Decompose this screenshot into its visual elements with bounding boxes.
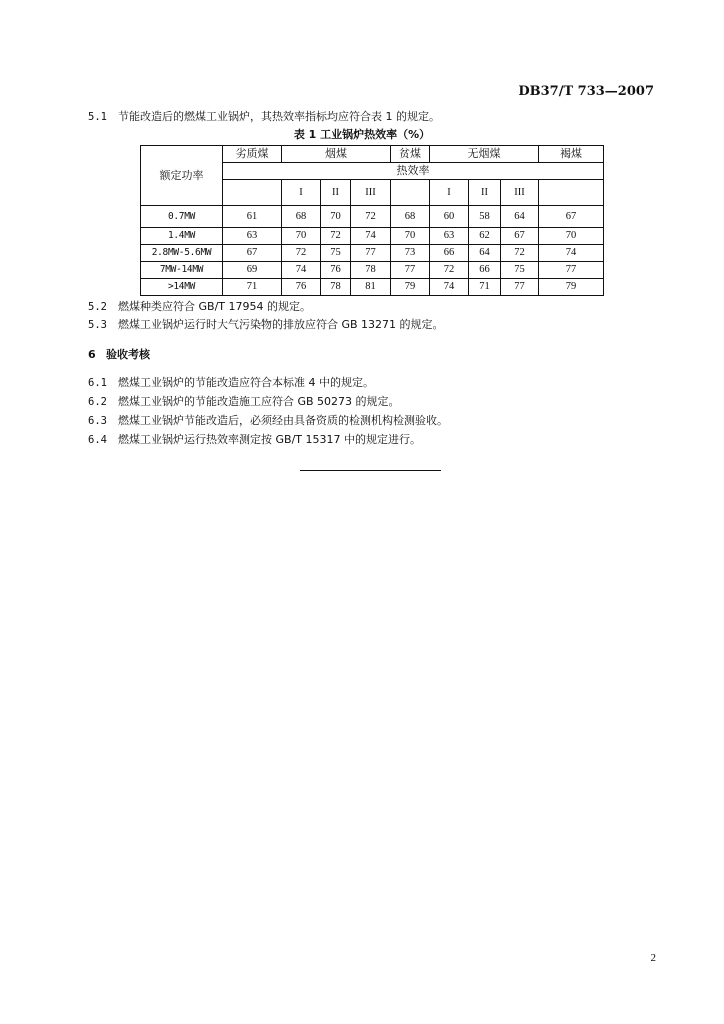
clause-5-2 bbox=[88, 300, 311, 314]
table-cell: 78 bbox=[351, 262, 391, 279]
table-cell: 72 bbox=[351, 206, 391, 228]
table-cell: 63 bbox=[430, 228, 469, 245]
table-cell: 69 bbox=[223, 262, 282, 279]
row-power: 0.7MW bbox=[141, 206, 223, 228]
row-power: >14MW bbox=[141, 279, 223, 296]
clause-text: 燃煤种类应符合 GB/T 17954 的规定。 bbox=[118, 300, 311, 313]
table-cell: 63 bbox=[223, 228, 282, 245]
clause-number: 6.2 bbox=[88, 396, 107, 408]
grade-empty bbox=[391, 180, 430, 206]
clause-text: 燃煤工业锅炉运行时大气污染物的排放应符合 GB 13271 的规定。 bbox=[118, 318, 444, 331]
table-cell: 72 bbox=[430, 262, 469, 279]
clause-number: 6.3 bbox=[88, 415, 107, 427]
table-cell: 77 bbox=[391, 262, 430, 279]
clause-number: 5.3 bbox=[88, 319, 107, 331]
clause-text: 燃煤工业锅炉节能改造后，必须经由具备资质的检测机构检测验收。 bbox=[118, 414, 448, 427]
table-cell: 76 bbox=[282, 279, 321, 296]
table-cell: 81 bbox=[351, 279, 391, 296]
grade-cell: I bbox=[282, 180, 321, 206]
table-cell: 67 bbox=[501, 228, 539, 245]
clause-text: 燃煤工业锅炉的节能改造应符合本标准 4 中的规定。 bbox=[118, 376, 374, 389]
section-title: 验收考核 bbox=[106, 348, 150, 361]
table-row bbox=[141, 279, 604, 296]
clause-text: 燃煤工业锅炉的节能改造施工应符合 GB 50273 的规定。 bbox=[118, 395, 400, 408]
table-cell: 72 bbox=[321, 228, 351, 245]
clause-5-1 bbox=[88, 110, 440, 124]
header-fuel-anthracite: 无烟煤 bbox=[430, 146, 539, 163]
table-cell: 79 bbox=[539, 279, 604, 296]
table-cell: 60 bbox=[430, 206, 469, 228]
clause-6-4 bbox=[88, 433, 421, 447]
grade-empty bbox=[223, 180, 282, 206]
table-cell: 62 bbox=[469, 228, 501, 245]
table-cell: 72 bbox=[282, 245, 321, 262]
table-row bbox=[141, 228, 604, 245]
header-fuel-bituminous: 烟煤 bbox=[282, 146, 391, 163]
table-cell: 74 bbox=[282, 262, 321, 279]
table-row bbox=[141, 245, 604, 262]
table-cell: 75 bbox=[501, 262, 539, 279]
row-power: 1.4MW bbox=[141, 228, 223, 245]
grade-cell: II bbox=[321, 180, 351, 206]
table-cell: 77 bbox=[351, 245, 391, 262]
table-cell: 72 bbox=[501, 245, 539, 262]
table-cell: 68 bbox=[282, 206, 321, 228]
clause-5-3 bbox=[88, 318, 444, 332]
table-cell: 70 bbox=[539, 228, 604, 245]
table-cell: 70 bbox=[282, 228, 321, 245]
table-cell: 67 bbox=[539, 206, 604, 228]
clause-number: 5.2 bbox=[88, 301, 107, 313]
row-power: 7MW-14MW bbox=[141, 262, 223, 279]
header-rated-power: 额定功率 bbox=[141, 146, 223, 206]
clause-6-2 bbox=[88, 395, 400, 409]
table-cell: 79 bbox=[391, 279, 430, 296]
table-cell: 61 bbox=[223, 206, 282, 228]
table-cell: 58 bbox=[469, 206, 501, 228]
page-number: 2 bbox=[650, 952, 656, 964]
header-fuel-lean: 贫煤 bbox=[391, 146, 430, 163]
section-heading bbox=[88, 348, 150, 362]
row-power: 2.8MW-5.6MW bbox=[141, 245, 223, 262]
table-cell: 78 bbox=[321, 279, 351, 296]
table-cell: 66 bbox=[430, 245, 469, 262]
table-row bbox=[141, 262, 604, 279]
table-cell: 75 bbox=[321, 245, 351, 262]
header-fuel-inferior: 劣质煤 bbox=[223, 146, 282, 163]
grade-cell: III bbox=[351, 180, 391, 206]
table-cell: 71 bbox=[223, 279, 282, 296]
clause-number: 5.1 bbox=[88, 111, 107, 123]
table-cell: 77 bbox=[539, 262, 604, 279]
clause-6-1 bbox=[88, 376, 374, 390]
grade-cell: I bbox=[430, 180, 469, 206]
header-fuel-lignite: 褐煤 bbox=[539, 146, 604, 163]
clause-text: 节能改造后的燃煤工业锅炉，其热效率指标均应符合表 1 的规定。 bbox=[118, 110, 440, 123]
table-cell: 70 bbox=[391, 228, 430, 245]
table-cell: 74 bbox=[430, 279, 469, 296]
clause-6-3 bbox=[88, 414, 448, 428]
table-cell: 67 bbox=[223, 245, 282, 262]
table-cell: 77 bbox=[501, 279, 539, 296]
table-row bbox=[141, 206, 604, 228]
clause-number: 6.4 bbox=[88, 434, 107, 446]
table-cell: 73 bbox=[391, 245, 430, 262]
document-code: DB37/T 733—2007 bbox=[518, 84, 654, 99]
table-cell: 68 bbox=[391, 206, 430, 228]
efficiency-table bbox=[140, 145, 604, 296]
header-thermal-efficiency: 热效率 bbox=[223, 163, 604, 180]
table-header-row-fuel bbox=[141, 146, 604, 163]
table-caption: 表 1 工业锅炉热效率（%） bbox=[293, 128, 431, 141]
table-cell: 74 bbox=[351, 228, 391, 245]
table-cell: 74 bbox=[539, 245, 604, 262]
grade-cell: III bbox=[501, 180, 539, 206]
grade-empty bbox=[539, 180, 604, 206]
table-cell: 76 bbox=[321, 262, 351, 279]
table-cell: 64 bbox=[469, 245, 501, 262]
section-number: 6 bbox=[88, 348, 96, 361]
table-cell: 66 bbox=[469, 262, 501, 279]
table-cell: 64 bbox=[501, 206, 539, 228]
grade-cell: II bbox=[469, 180, 501, 206]
clause-text: 燃煤工业锅炉运行热效率测定按 GB/T 15317 中的规定进行。 bbox=[118, 433, 421, 446]
clause-number: 6.1 bbox=[88, 377, 107, 389]
end-rule bbox=[300, 470, 441, 471]
table-cell: 71 bbox=[469, 279, 501, 296]
table-cell: 70 bbox=[321, 206, 351, 228]
